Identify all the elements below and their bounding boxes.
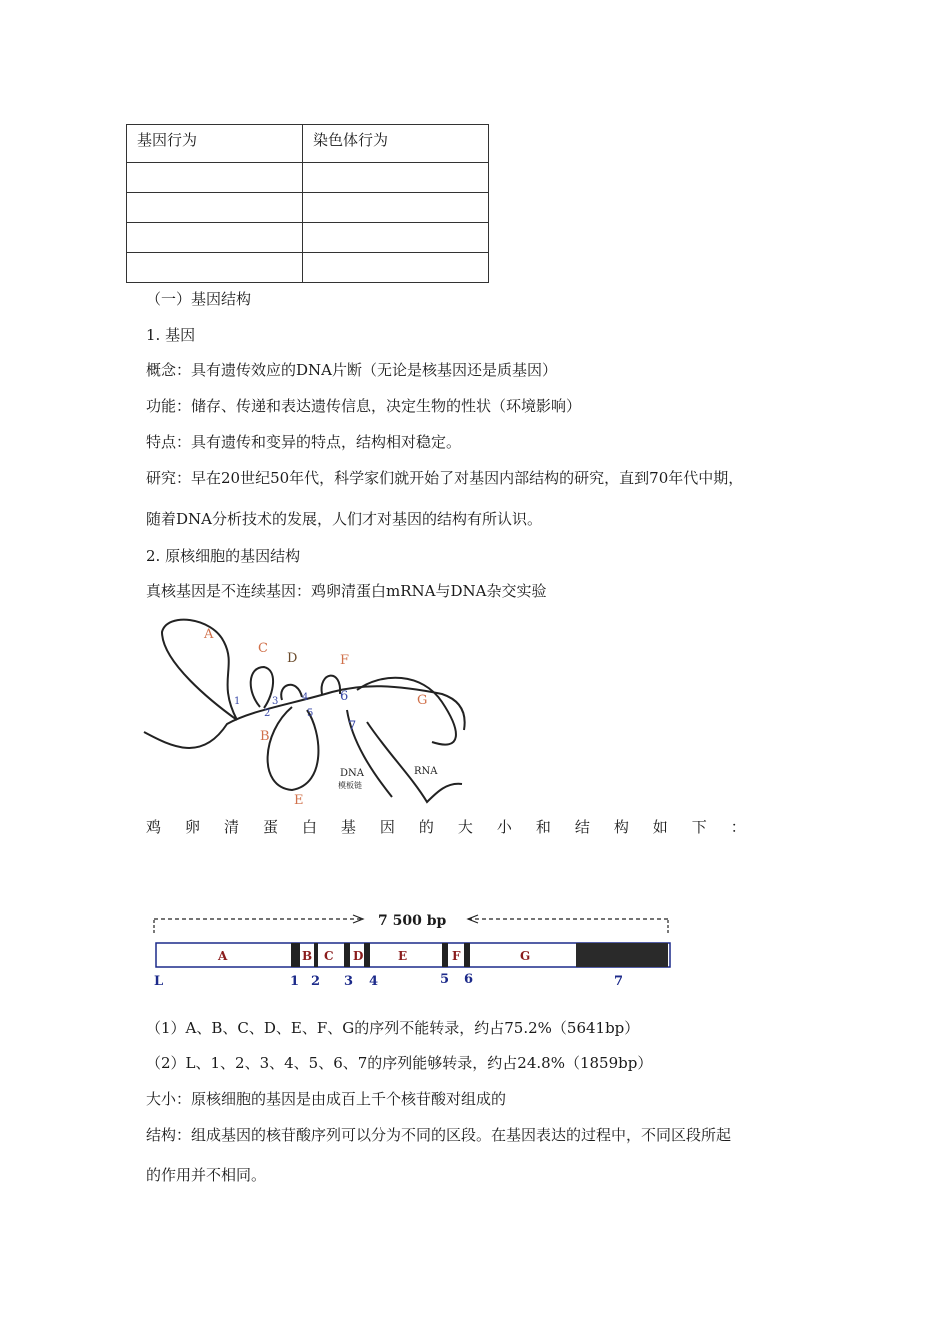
dna-sublabel: 模板链 [338, 781, 362, 790]
number-label: 4 [302, 692, 309, 703]
table-cell [303, 193, 489, 223]
segment-label: A [218, 949, 228, 963]
table-cell [127, 193, 303, 223]
dna-label: DNA [340, 768, 364, 779]
structure-line-1: 结构：组成基因的核苷酸序列可以分为不同的区段。在基因表达的过程中，不同区段所起 [146, 1126, 732, 1144]
sentence-char: 结 [574, 818, 590, 836]
sentence-char: ： [730, 818, 746, 836]
sentence-char: 小 [496, 818, 512, 836]
loop-label: A [204, 627, 214, 642]
eukaryote-line: 真核基因是不连续基因：鸡卵清蛋白mRNA与DNA杂交实验 [146, 582, 547, 600]
research-line-1: 研究：早在20世纪50年代，科学家们就开始了对基因内部结构的研究，直到70年代中期， [146, 469, 744, 487]
feature-line: 特点：具有遗传和变异的特点，结构相对稳定。 [146, 433, 462, 451]
segment-label: C [324, 949, 334, 963]
map-number: 1 [290, 974, 300, 989]
strand-labels [338, 766, 438, 790]
sentence-char: 基 [340, 818, 356, 836]
map-number: 6 [464, 972, 474, 987]
table-row [127, 163, 489, 193]
note-2: （2）L、1、2、3、4、5、6、7的序列能够转录，约占24.8%（1859bp） [146, 1054, 653, 1072]
sentence-char: 鸡 [146, 818, 162, 836]
header-chromosome-behavior: 染色体行为 [303, 125, 489, 163]
gene-bar [156, 943, 670, 967]
item-heading-gene: 1. 基因 [146, 326, 196, 344]
gene-chromosome-table [126, 124, 489, 283]
sentence-char: 和 [535, 818, 551, 836]
size-line: 大小：原核细胞的基因是由成百上千个核苷酸对组成的 [146, 1090, 507, 1108]
exon-block-4 [364, 943, 370, 967]
loop-label: C [258, 641, 268, 656]
table-row [127, 253, 489, 283]
table-cell [127, 163, 303, 193]
number-label: 3 [272, 696, 279, 707]
exon-block-5 [442, 943, 448, 967]
map-number: 2 [311, 974, 321, 989]
segment-label: F [452, 949, 461, 963]
exon-block-7 [576, 943, 668, 967]
sentence-char: 蛋 [262, 818, 278, 836]
loop-label: F [340, 653, 350, 668]
table-cell [303, 163, 489, 193]
loop-label: E [294, 793, 304, 808]
number-label: 2 [264, 708, 271, 719]
loop-label: B [260, 729, 270, 744]
exon-block-3 [344, 943, 350, 967]
table-cell [303, 223, 489, 253]
table-row [127, 223, 489, 253]
map-number: L [154, 974, 164, 989]
concept-line: 概念：具有遗传效应的DNA片断（无论是核基因还是质基因） [146, 361, 557, 379]
number-label: 5 [307, 708, 314, 719]
sentence-char: 下 [691, 818, 707, 836]
loop-label: D [287, 651, 298, 666]
segment-label: E [398, 949, 408, 963]
map-number: 3 [344, 974, 354, 989]
rna-dna-hybrid-figure [142, 612, 472, 808]
map-number: 4 [369, 974, 379, 989]
loop-label: G [417, 693, 428, 708]
exon-block-6 [464, 943, 470, 967]
header-gene-behavior: 基因行为 [127, 125, 303, 163]
sentence-char: 大 [457, 818, 473, 836]
segment-label: G [520, 949, 531, 963]
research-line-2: 随着DNA分析技术的发展，人们才对基因的结构有所认识。 [146, 510, 542, 528]
segment-label: D [353, 949, 364, 963]
item-heading-prokaryote: 2. 原核细胞的基因结构 [146, 547, 301, 565]
function-line: 功能：储存、传递和表达遗传信息，决定生物的性状（环境影响） [146, 397, 582, 415]
sentence-char: 卵 [184, 818, 200, 836]
table-cell [127, 253, 303, 283]
number-label: 6 [340, 689, 349, 704]
number-label: 1 [234, 696, 241, 707]
exon-block-1 [291, 943, 300, 967]
map-number: 7 [614, 974, 624, 989]
sentence-char: 构 [613, 818, 629, 836]
section-title: （一）基因结构 [146, 290, 252, 308]
number-label: 7 [348, 719, 357, 734]
table-row [127, 193, 489, 223]
sentence-char: 的 [418, 818, 434, 836]
note-1: （1）A、B、C、D、E、F、G的序列不能转录，约占75.2%（5641bp） [146, 1019, 640, 1037]
gene-size-sentence [146, 816, 746, 837]
table-cell [127, 223, 303, 253]
sentence-char: 清 [223, 818, 239, 836]
rna-label: RNA [414, 766, 438, 777]
table-header-row [127, 125, 489, 163]
sentence-char: 白 [301, 818, 317, 836]
map-number: 5 [440, 972, 450, 987]
exon-block-2 [314, 943, 318, 967]
sentence-char: 因 [379, 818, 395, 836]
number-labels [154, 972, 623, 989]
length-label: 7 500 bp [378, 913, 447, 929]
table-cell [303, 253, 489, 283]
structure-line-2: 的作用并不相同。 [146, 1166, 267, 1184]
sentence-char: 如 [652, 818, 668, 836]
ovalbumin-gene-map [148, 905, 678, 995]
segment-label: B [302, 949, 313, 963]
